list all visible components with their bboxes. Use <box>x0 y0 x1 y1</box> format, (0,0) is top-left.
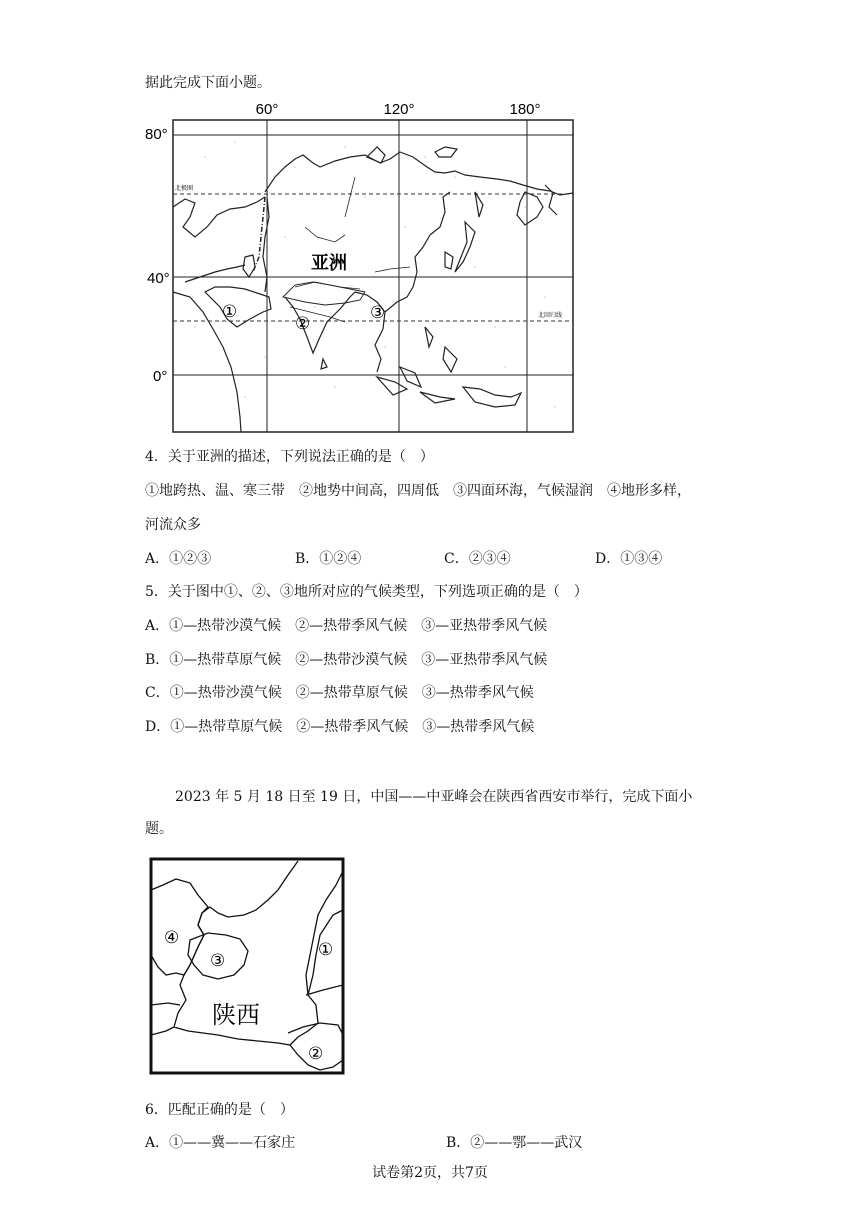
asia-label: 亚洲 <box>311 253 347 274</box>
map2-marker-1: ① <box>318 940 334 960</box>
q4-option-b: B．①②④ <box>295 551 362 567</box>
map2-marker-3: ③ <box>210 951 226 971</box>
q6-stem: 6．匹配正确的是（ ） <box>145 1102 294 1118</box>
asia-map <box>145 97 577 435</box>
q4-statements-line2: 河流众多 <box>145 517 201 533</box>
lon-label-60: 60° <box>255 101 279 118</box>
marker-1: ① <box>222 302 238 322</box>
page-footer: 试卷第2页，共7页 <box>372 1165 488 1181</box>
lat-label-40: 40° <box>147 270 170 287</box>
passage-line1: 2023 年 5 月 18 日至 19 日，中国——中亚峰会在陕西省西安市举行，完成下面小 <box>175 789 693 805</box>
q4-option-a: A．①②③ <box>145 551 212 567</box>
lon-label-120: 120° <box>383 101 415 118</box>
q5-option-c: C．①—热带沙漠气候 ②—热带草原气候 ③—热带季风气候 <box>145 685 534 701</box>
lat-label-0: 0° <box>153 368 168 385</box>
arctic-circle-label: 北极圈 <box>175 185 194 192</box>
q5-option-a: A．①—热带沙漠气候 ②—热带季风气候 ③—亚热带季风气候 <box>145 618 548 634</box>
passage-line2: 题。 <box>145 821 173 837</box>
q6-option-b: B．②——鄂——武汉 <box>446 1135 583 1151</box>
map2-marker-4: ④ <box>164 928 180 948</box>
marker-2: ② <box>295 314 311 334</box>
q5-option-b: B．①—热带草原气候 ②—热带沙漠气候 ③—亚热带季风气候 <box>145 652 548 668</box>
q4-statements-line1: ①地跨热、温、寒三带 ②地势中间高，四周低 ③四面环海，气候湿润 ④地形多样， <box>145 483 691 499</box>
marker-3: ③ <box>370 303 386 323</box>
map-frame <box>173 120 573 432</box>
map2-marker-2: ② <box>308 1044 324 1064</box>
q4-option-d: D．①③④ <box>595 551 663 567</box>
lon-label-180: 180° <box>509 101 541 118</box>
lat-label-80: 80° <box>145 126 168 143</box>
province-label: 陕西 <box>212 1001 260 1029</box>
q4-stem: 4．关于亚洲的描述，下列说法正确的是（ ） <box>145 449 434 465</box>
q5-stem: 5．关于图中①、②、③地所对应的气候类型，下列选项正确的是（ ） <box>145 584 588 600</box>
q5-option-d: D．①—热带草原气候 ②—热带季风气候 ③—热带季风气候 <box>145 719 535 735</box>
q6-option-a: A．①——冀——石家庄 <box>145 1135 296 1151</box>
shaanxi-map <box>148 855 346 1077</box>
intro-text: 据此完成下面小题。 <box>145 75 271 91</box>
tropic-label: 北回归线 <box>538 312 563 319</box>
q4-option-c: C．②③④ <box>444 551 511 567</box>
